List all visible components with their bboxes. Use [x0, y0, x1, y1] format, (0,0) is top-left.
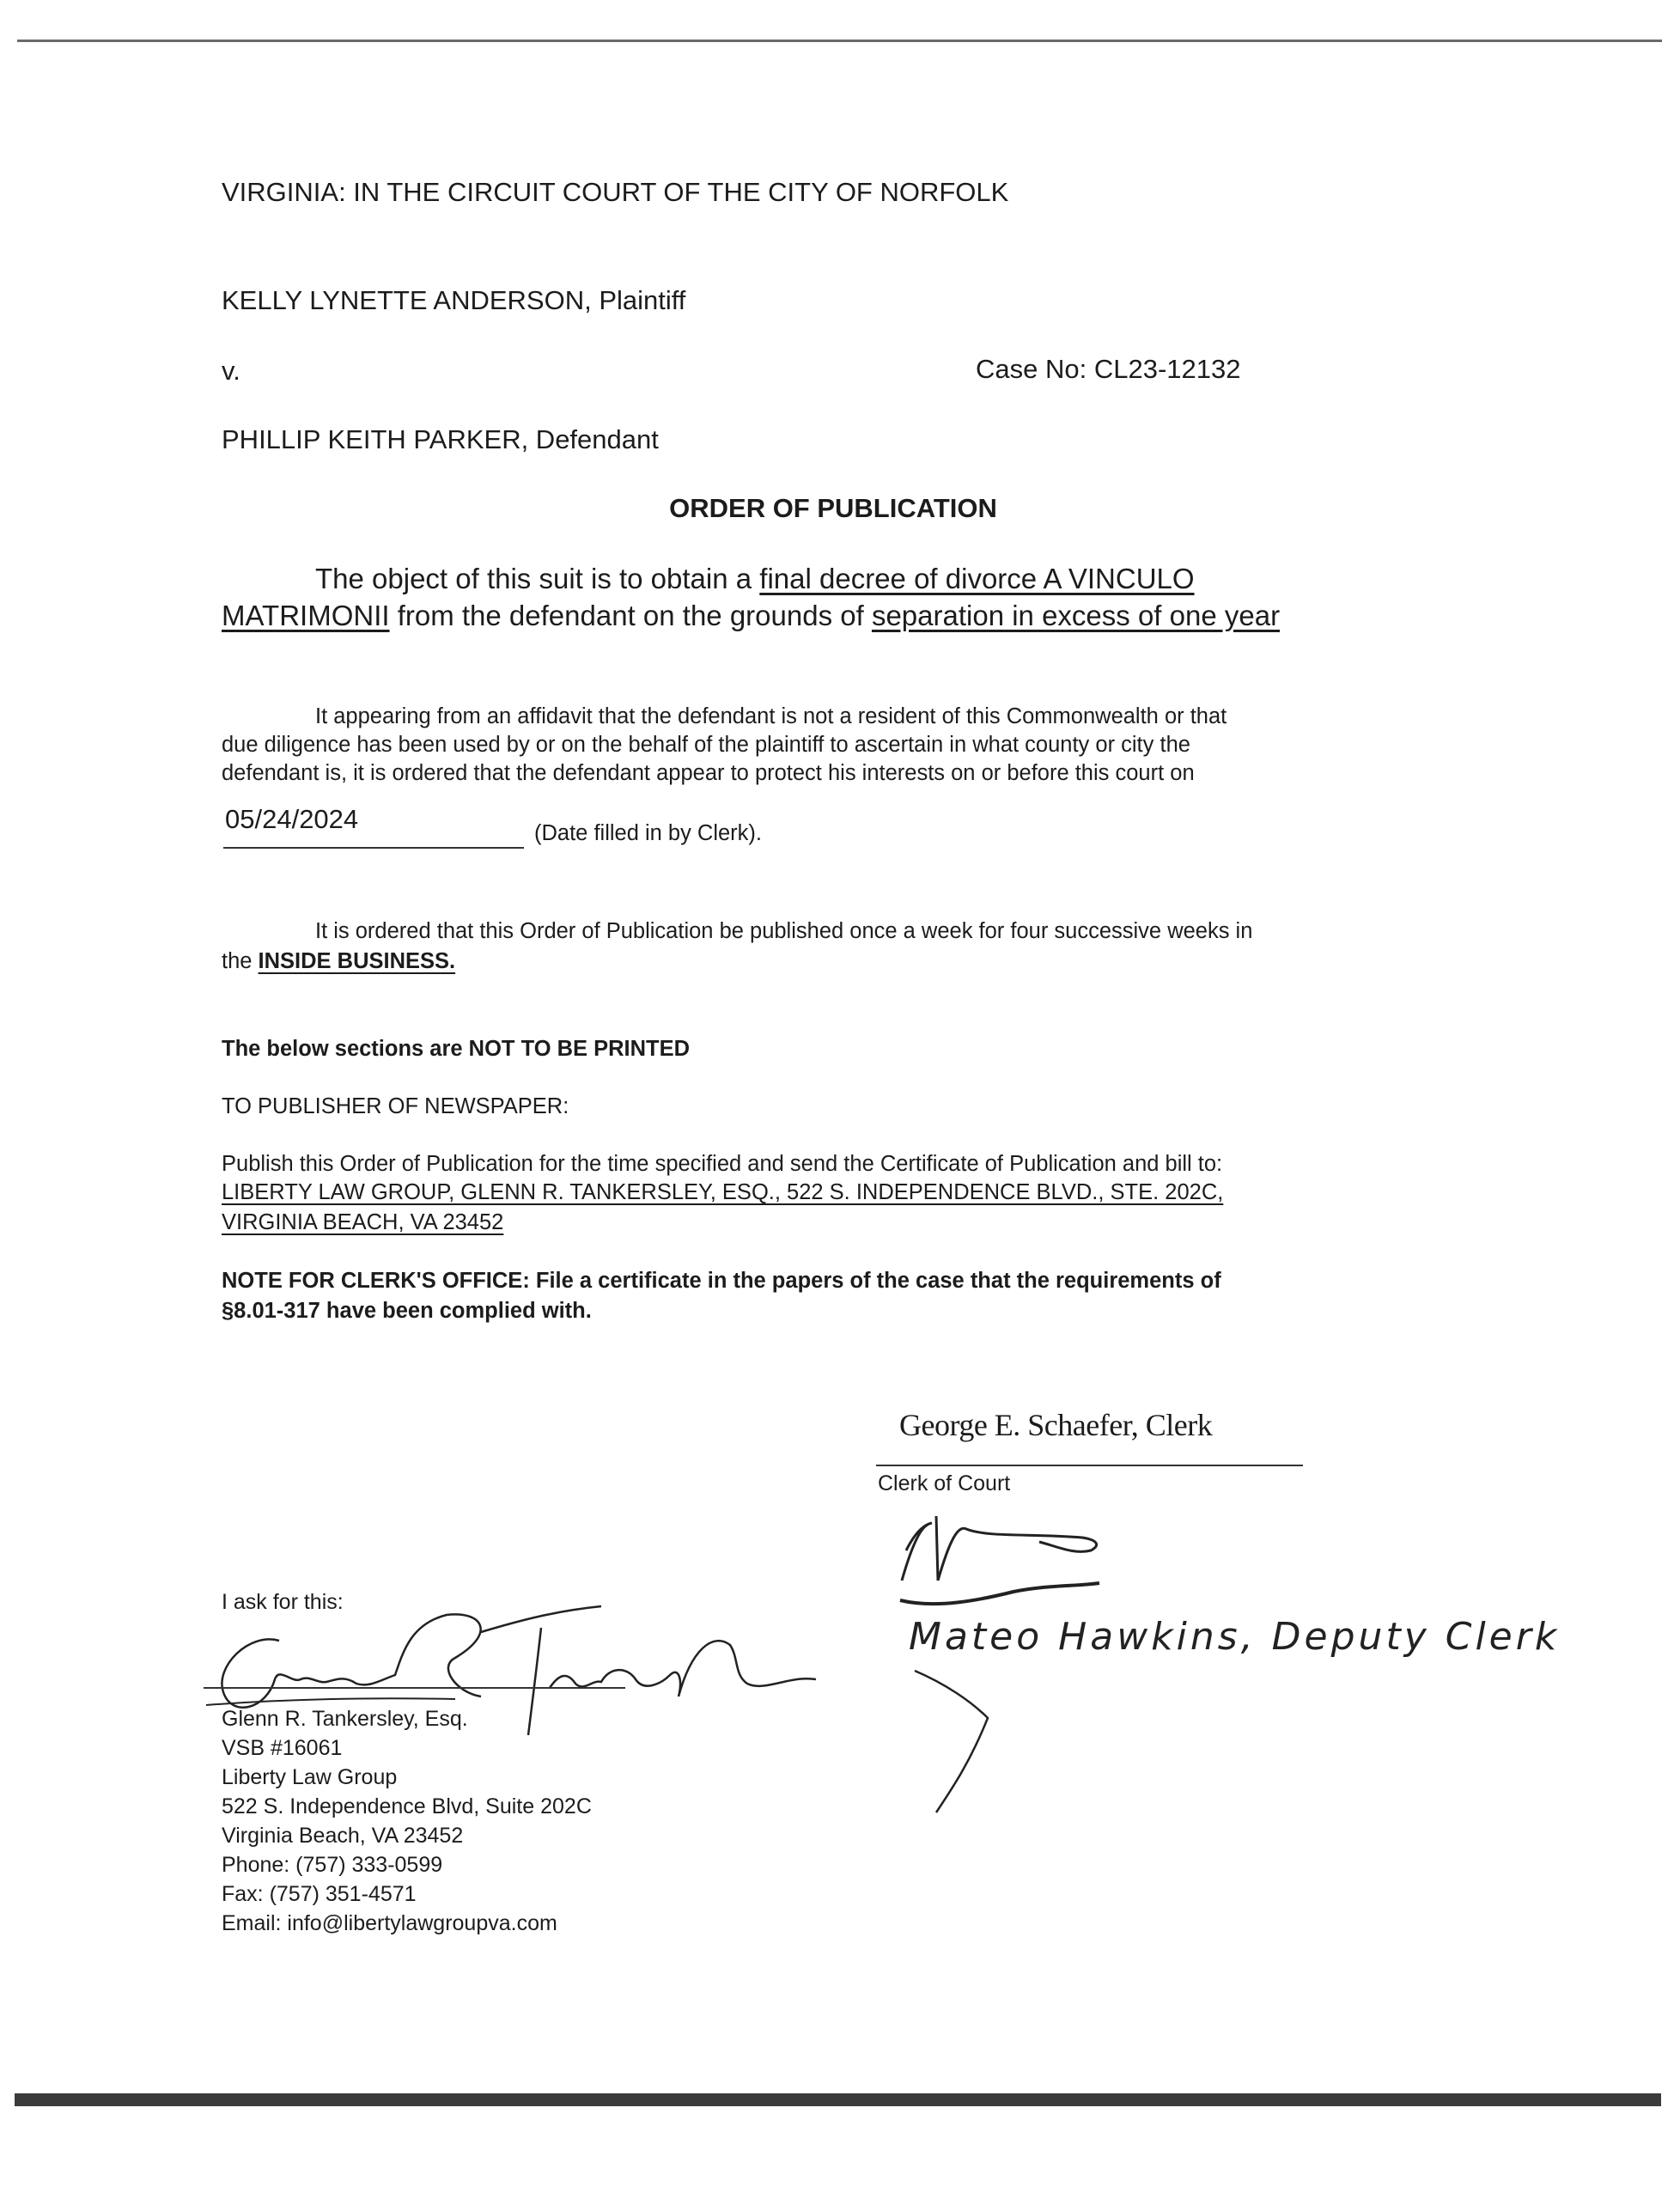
divorce-grounds: separation in excess of one year [871, 600, 1281, 631]
date-note: (Date filled in by Clerk). [534, 821, 762, 845]
attorney-city: Virginia Beach, VA 23452 [222, 1824, 464, 1848]
object-line-2 [222, 600, 1280, 632]
plaintiff: KELLY LYNETTE ANDERSON, Plaintiff [222, 285, 686, 315]
bottom-rule [15, 2093, 1661, 2106]
clerk-title: Clerk of Court [878, 1471, 1011, 1495]
page-title: ORDER OF PUBLICATION [669, 493, 997, 523]
object-prefix: The object of this suit is to obtain a [315, 563, 760, 594]
decree-type: final decree of divorce A VINCULO [759, 563, 1195, 594]
attorney-street: 522 S. Independence Blvd, Suite 202C [222, 1794, 592, 1818]
court-heading: VIRGINIA: IN THE CIRCUIT COURT OF THE CITY OF NORFOLK [222, 177, 1009, 207]
newspaper-name: INSIDE BUSINESS. [258, 949, 456, 973]
attorney-signature-line [204, 1687, 625, 1689]
object-middle: from the defendant on the grounds of [389, 600, 872, 631]
defendant: PHILLIP KEITH PARKER, Defendant [222, 424, 659, 454]
clerk-signature-line [876, 1465, 1303, 1466]
ask-for-this: I ask for this: [222, 1590, 344, 1614]
case-number: Case No: CL23-12132 [976, 354, 1241, 384]
decree-type-cont: MATRIMONII [222, 600, 390, 631]
clerk-note-line-2: §8.01-317 have been complied with. [222, 1299, 592, 1323]
clerk-note-line-1: NOTE FOR CLERK'S OFFICE: File a certificate in the papers of the case that the requirements of [222, 1269, 1221, 1293]
affidavit-line-2: due diligence has been used by or on the behalf of the plaintiff to ascertain in what county or city the [222, 733, 1190, 757]
not-printed-heading: The below sections are NOT TO BE PRINTED [222, 1037, 691, 1061]
bill-to-line-2: VIRGINIA BEACH, VA 23452 [222, 1210, 504, 1234]
deputy-clerk-signature [885, 1499, 1168, 1611]
deputy-clerk-handwritten: Mateo Hawkins, Deputy Clerk [909, 1615, 1561, 1659]
object-line-1 [315, 563, 1195, 595]
affidavit-line-3: defendant is, it is ordered that the defendant appear to protect his interests on or before this court on [222, 761, 1195, 785]
bill-to-line-1: LIBERTY LAW GROUP, GLENN R. TANKERSLEY, ESQ., 522 S. INDEPENDENCE BLVD., STE. 202C, [222, 1180, 1224, 1204]
publish-instruction: Publish this Order of Publication for the time specified and send the Certificate of Publication and bill to: [222, 1152, 1223, 1176]
attorney-name: Glenn R. Tankersley, Esq. [222, 1707, 468, 1731]
attorney-vsb: VSB #16061 [222, 1736, 343, 1760]
attorney-fax: Fax: (757) 351-4571 [222, 1882, 417, 1906]
publication-line-1: It is ordered that this Order of Publication be published once a week for four successive weeks in [315, 919, 1253, 943]
top-rule [17, 40, 1662, 42]
appear-date: 05/24/2024 [225, 804, 359, 834]
attorney-phone: Phone: (757) 333-0599 [222, 1853, 443, 1877]
attorney-email: Email: info@libertylawgroupva.com [222, 1911, 557, 1935]
attorney-firm: Liberty Law Group [222, 1765, 398, 1789]
date-underline [223, 847, 524, 849]
versus: v. [222, 356, 240, 386]
clerk-name: George E. Schaefer, Clerk [899, 1408, 1213, 1442]
publication-line-2 [222, 949, 455, 974]
publication-prefix: the [222, 949, 259, 973]
to-publisher: TO PUBLISHER OF NEWSPAPER: [222, 1094, 569, 1118]
affidavit-line-1: It appearing from an affidavit that the defendant is not a resident of this Commonwealth or that [315, 704, 1227, 728]
